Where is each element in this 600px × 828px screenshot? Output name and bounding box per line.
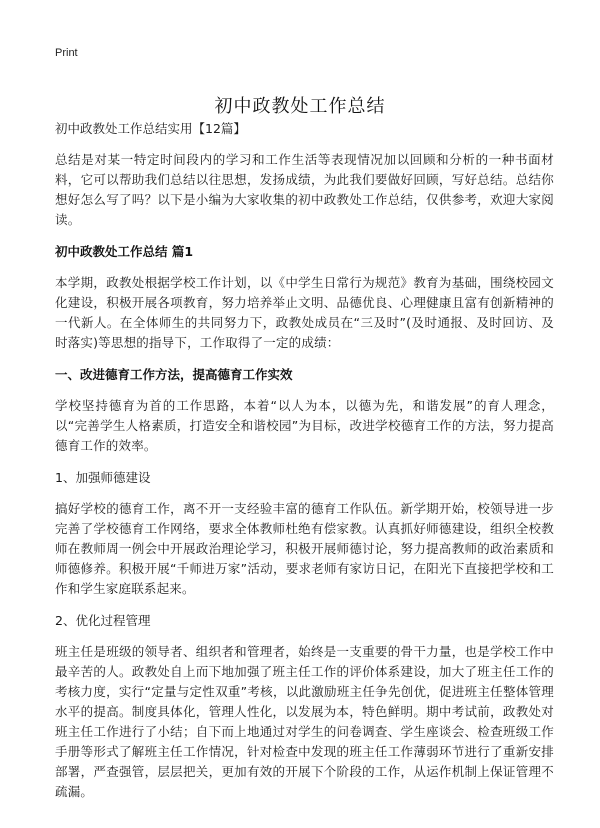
article-intro-paragraph: 本学期，政教处根据学校工作计划，以《中学生日常行为规范》教育为基础，围绕校园文化建设，积极开展各项教育，努力培养举止文明、品德优良、心理健康且富有创新精神的一代新人。在全体师生的共同努力下，政教处成员在“三及时”(及时通报、及时回访、及时落实)等思想的指导下，工作取得了一定的成绩： bbox=[55, 275, 554, 350]
subsection-2-paragraph: 班主任是班级的领导者、组织者和管理者，始终是一支重要的骨干力量，也是学校工作中最辛苦的人。政教处自上而下地加强了班主任工作的评价体系建设，加大了班主任工作的考核力度，实行“定量与定性双重”考核，以此激励班主任争先创优，促进班主任整体管理水平的提高。制度具体化，管理人性化，以发展为本，特色鲜明。期中考试前，政教处对班主任工作进行了小结；自下而上地通过对学生的问卷调查、学生座谈会、检查班级工作手册等形式了解班主任工作情况，针对检查中发现的班主任工作薄弱环节进行了重新安排部署，严查强管，层层把关，更加有效的开展下个阶段的工作，从运作机制上保证管理不疏漏。 bbox=[55, 644, 554, 799]
subsection-1-paragraph: 搞好学校的德育工作，离不开一支经验丰富的德育工作队伍。新学期开始，校领导进一步完善了学校德育工作网络，要求全体教师杜绝有偿家教。认真抓好师德建设，组织全校教师在教师周一例会中开展政治理论学习，积极开展师德讨论，努力提高教师的政治素质和师德修养。积极开展“千师进万家”活动，要求老师有家访日记，在阳光下直接把学校和工作和学生家庭联系起来。 bbox=[55, 501, 554, 596]
page-title: 初中政教处工作总结 bbox=[214, 96, 386, 118]
document-subtitle: 初中政教处工作总结实用【12篇】 bbox=[55, 121, 246, 136]
section-1-heading: 一、改进德育工作方法，提高德育工作实效 bbox=[55, 367, 293, 382]
section-1-paragraph: 学校坚持德育为首的工作思路，本着“以人为本，以德为先，和谐发展”的育人理念，以“完善学生人格素质，打造安全和谐校园”为目标，改进学校德育工作的方法，努力提高德育工作的效率。 bbox=[55, 398, 554, 453]
document-body bbox=[55, 119, 554, 814]
subsection-2-heading: 2、优化过程管理 bbox=[55, 613, 151, 628]
article-heading: 初中政教处工作总结 篇1 bbox=[55, 244, 194, 259]
print-label: Print bbox=[55, 47, 78, 59]
intro-paragraph: 总结是对某一特定时间段内的学习和工作生活等表现情况加以回顾和分析的一种书面材料，它可以帮助我们总结以往思想，发扬成绩，为此我们要做好回顾，写好总结。总结你想好怎么写了吗？以下是小编为大家收集的初中政教处工作总结，仅供参考，欢迎大家阅读。 bbox=[55, 152, 554, 227]
subsection-1-heading: 1、加强师德建设 bbox=[55, 470, 151, 485]
